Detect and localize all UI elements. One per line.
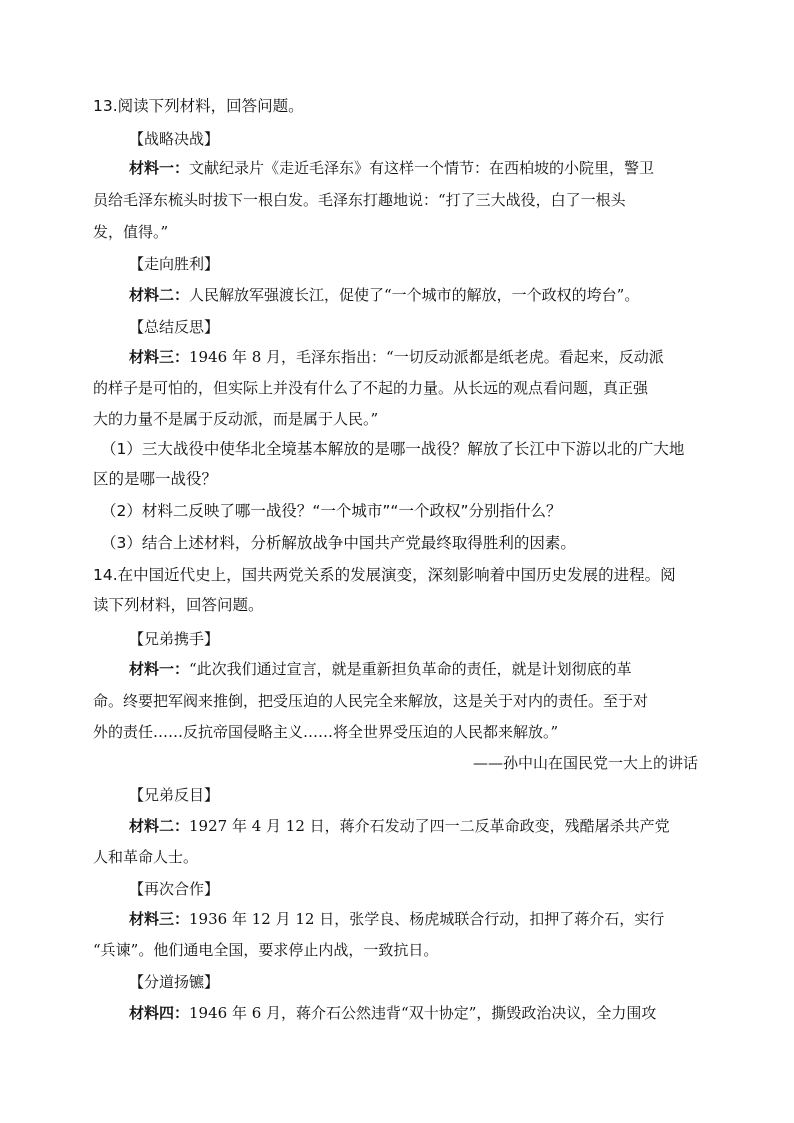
section-heading-brothers-fall-out: 【兄弟反目】 (129, 786, 220, 804)
section-heading-toward-victory: 【走向胜利】 (129, 255, 220, 273)
material-2-line-2: 人和革命人士。 (93, 848, 199, 866)
sub-question-1-line-2: 区的是哪一战役？ (93, 470, 218, 488)
material-label: 材料三： (129, 348, 190, 366)
question-13-title: 13.阅读下列材料，回答问题。 (93, 97, 304, 115)
material-label: 材料一： (129, 159, 190, 177)
section-heading-cooperate-again: 【再次合作】 (129, 880, 220, 898)
material-label: 材料二： (129, 286, 190, 304)
material-3-line-1 (129, 346, 664, 368)
material-1-line-3: 发，值得。” (93, 223, 169, 241)
sub-question-1-line-1: （1）三大战役中使华北全境基本解放的是哪一战役？解放了长江中下游以北的广大地 (101, 440, 685, 458)
material-text: “此次我们通过宣言，就是重新担负革命的责任，就是计划彻底的革 (189, 660, 632, 678)
material-1-line-2: 命。终要把军阀来推倒，把受压迫的人民完全来解放，这是关于对内的责任。至于对 (93, 692, 649, 710)
material-text: 1946 年 8 月，毛泽东指出：“一切反动派都是纸老虎。看起来，反动派 (189, 348, 664, 366)
material-3-line-1 (129, 908, 664, 930)
material-1-line-3: 外的责任……反抗帝国侵略主义……将全世界受压迫的人民都来解放。” (93, 723, 559, 741)
sub-question-2: （2）材料二反映了哪一战役？“一个城市”“一个政权”分别指什么？ (101, 502, 562, 520)
question-14-title-line-2: 读下列材料，回答问题。 (93, 596, 264, 614)
section-heading-part-ways: 【分道扬镳】 (129, 973, 220, 991)
material-3-line-2: 的样子是可怕的，但实际上并没有什么了不起的力量。从长远的观点看问题，真正强 (93, 379, 649, 397)
material-text: 1927 年 4 月 12 日，蒋介石发动了四一二反革命政变，残酷屠杀共产党 (189, 817, 670, 835)
material-2-line-1 (129, 815, 670, 837)
material-label: 材料二： (129, 817, 190, 835)
material-label: 材料四： (129, 1004, 190, 1022)
material-1-line-2: 员给毛泽东梳头时拔下一根白发。毛泽东打趣地说：“打了三大战役，白了一根头 (93, 191, 626, 209)
material-3-line-3: 大的力量不是属于反动派，而是属于人民。” (93, 410, 379, 428)
material-1-line-1 (129, 157, 654, 179)
material-2-line-1 (129, 284, 639, 306)
material-4-line-1 (129, 1002, 656, 1024)
material-label: 材料三： (129, 910, 190, 928)
material-text: 1946 年 6 月，蒋介石公然违背“双十协定”，撕毁政治决议，全力围攻 (189, 1004, 657, 1022)
material-text: 文献纪录片《走近毛泽东》有这样一个情节：在西柏坡的小院里，警卫 (189, 159, 655, 177)
sub-question-3: （3）结合上述材料，分析解放战争中国共产党最终取得胜利的因素。 (101, 534, 576, 552)
section-heading-reflection: 【总结反思】 (129, 318, 220, 336)
material-label: 材料一： (129, 660, 190, 678)
section-heading-strategic-battle: 【战略决战】 (129, 130, 220, 148)
material-1-line-1 (129, 658, 632, 680)
material-1-source: ——孙中山在国民党一大上的讲话 (472, 754, 698, 772)
material-text: 人民解放军强渡长江，促使了“一个城市的解放，一个政权的垮台”。 (189, 286, 640, 304)
question-14-title-line-1: 14.在中国近代史上，国共两党关系的发展演变，深刻影响着中国历史发展的进程。阅 (93, 566, 676, 584)
material-3-line-2: “兵谏”。他们通电全国，要求停止内战，一致抗日。 (93, 941, 439, 959)
section-heading-brothers-hand-in-hand: 【兄弟携手】 (129, 630, 220, 648)
material-text: 1936 年 12 月 12 日，张学良、杨虎城联合行动，扣押了蒋介石，实行 (189, 910, 665, 928)
